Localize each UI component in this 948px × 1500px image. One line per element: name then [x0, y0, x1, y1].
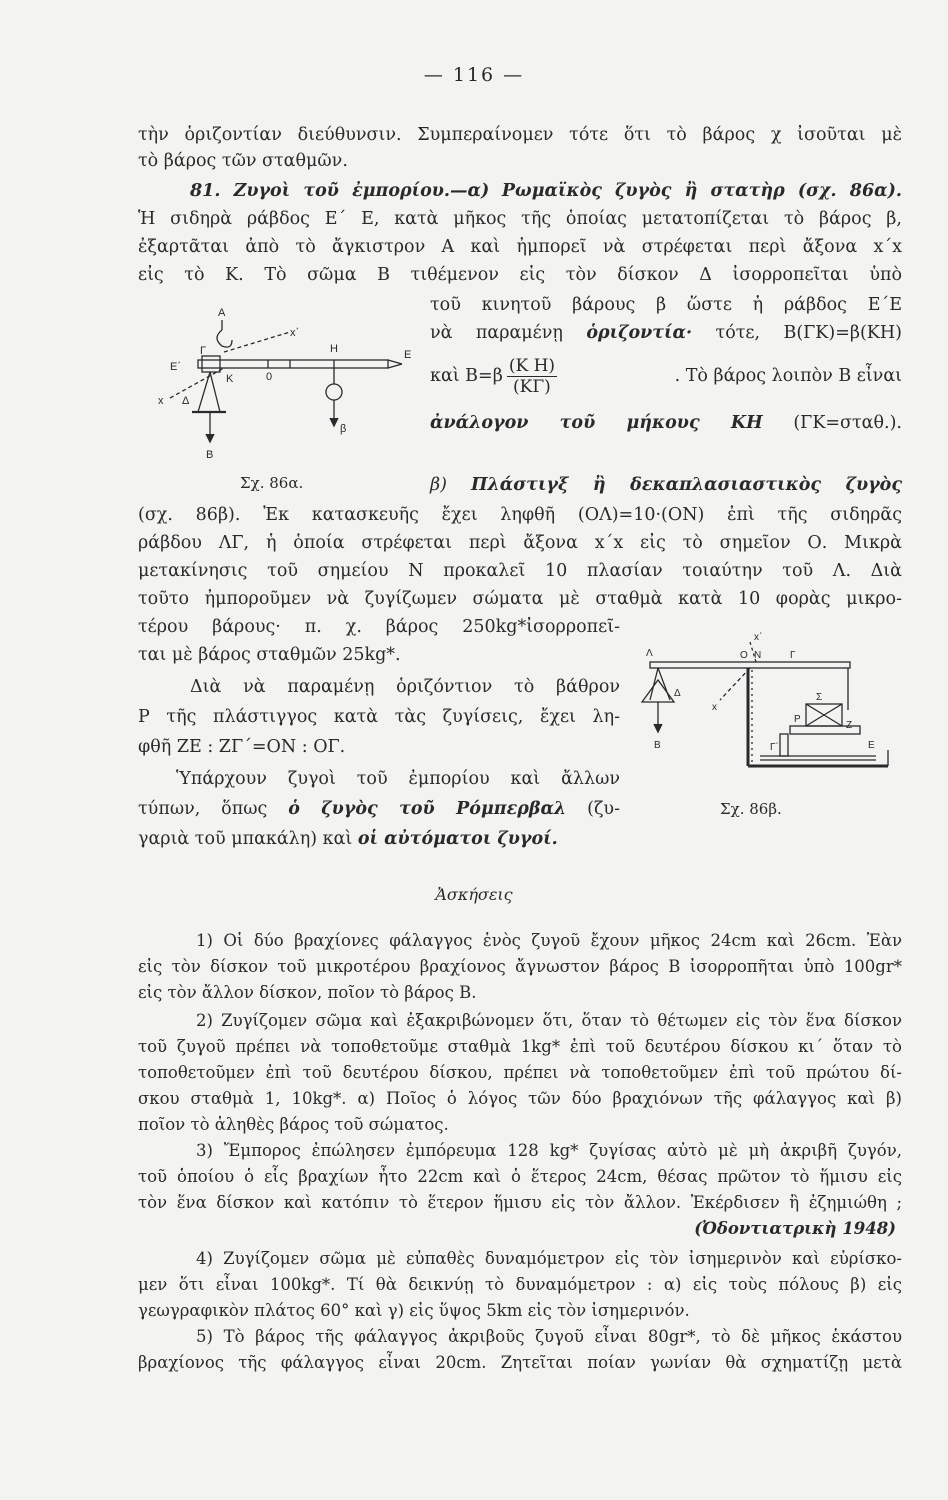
figure-86b-platform-scale	[630, 630, 900, 780]
exercise-4-line-2: μεν ὅτι εἶναι 100kg*. Τί θὰ δεικνύῃ τὸ δυναμόμετρον : α) εἰς τοὺς πόλους β) εἰς	[138, 1275, 902, 1294]
exercise-1-line-1: 1) Οἱ δύο βραχίονες φάλαγγος ἑνὸς ζυγοῦ ἔχουν μῆκος 24cm καὶ 26cm. Ἐὰν	[196, 931, 902, 950]
exercises-title: Ἀσκήσεις	[435, 885, 513, 904]
text-line-1: τὴν ὁριζοντίαν διεύθυνσιν. Συμπεραίνομεν τότε ὅτι τὸ βάρος χ ἰσοῦται μὲ	[138, 125, 902, 145]
lever-beam	[650, 662, 850, 668]
beam-rod	[198, 360, 388, 368]
exercise-3-source: (Ὀδοντιατρικὴ 1948)	[694, 1219, 896, 1238]
emphasis-proportional: ἀνάλογον τοῦ μήκους ΚΗ	[430, 413, 763, 433]
subsection-title-a: Ρωμαϊκὸς ζυγὸς ἢ στατὴρ (σχ. 86α).	[501, 181, 902, 201]
exercise-3-line-1: 3) Ἔμπορος ἐπώλησεν ἐμπόρευμα 128 kg* ζυγίσας αὐτὸ μὲ μὴ ἀκριβῆ ζυγόν,	[196, 1141, 902, 1160]
fig-b-label-L: Λ	[646, 648, 653, 659]
fig-b-label-O: Ο	[740, 650, 748, 661]
text-line-11	[430, 474, 902, 496]
constant-note: (ΓΚ=σταθ.).	[793, 413, 902, 433]
exercise-3-line-2: τοῦ ὁποίου ὁ εἷς βραχίων ἦτο 22cm καὶ ὁ ἕτερος 24cm, θέσας πρῶτον τὸ ἥμισυ εἰς	[138, 1167, 902, 1186]
exercise-4-line-1: 4) Ζυγίζομεν σῶμα μὲ εὐπαθὲς δυναμόμετρον εἰς τὸν ἰσημερινὸν καὶ εὑρίσκο-	[196, 1249, 902, 1268]
fig-b-label-S: Σ	[816, 692, 823, 703]
page-number: — 116 —	[423, 64, 525, 86]
fig-b-label-P: Ρ	[794, 714, 801, 725]
fig-a-label-E1: Ε΄	[170, 361, 181, 373]
exercise-1-line-3: εἰς τὸν ἄλλον δίσκον, ποῖον τὸ βάρος Β.	[138, 983, 477, 1002]
text-line-4: Ἡ σιδηρὰ ράβδος Ε΄ Ε, κατὰ μῆκος τῆς ὁποίας μετατοπίζεται τὸ βάρος β,	[138, 209, 902, 229]
exercise-1-line-2: εἰς τὸν δίσκον τοῦ μικροτέρου βραχίονος ἄγνωστον βάρος Β ἰσορροπῆται ὑπὸ 100gr*	[138, 957, 902, 976]
text-line-8	[430, 322, 902, 344]
text-line-15: τοῦτο ἠμποροῦμεν νὰ ζυγίζωμεν σώματα μὲ σταθμὰ κατὰ 10 φορὰς μικρο-	[138, 589, 902, 609]
fig-a-label-x2: x	[158, 395, 164, 407]
text-line-22	[138, 798, 620, 820]
text-span: νὰ παραμένῃ	[430, 323, 563, 343]
text-line-20: φθῆ ΖΕ : ΖΓ΄=ΟΝ : ΟΓ.	[138, 737, 346, 757]
hook-shape	[217, 330, 232, 347]
fig-a-label-O: 0	[266, 371, 273, 383]
fig-b-label-G1: Γ΄	[770, 742, 779, 753]
formula-lhs: καὶ Β=β	[430, 366, 503, 386]
section-title: 81. Ζυγοὶ τοῦ ἐμπορίου.—α)	[190, 181, 490, 201]
figure-86a-caption: Σχ. 86α.	[240, 474, 304, 492]
text-line-23	[138, 828, 558, 850]
formula-fraction	[507, 356, 557, 397]
fig-b-label-Z: Ζ	[846, 720, 853, 731]
fig-a-label-B: Β	[206, 449, 214, 461]
text-line-10	[430, 412, 902, 434]
fig-a-label-D: Δ	[182, 395, 190, 407]
fig-b-label-x2: x	[712, 702, 717, 713]
exercise-2-line-4: σκου σταθμὰ 1, 10kg*. α) Ποῖος ὁ λόγος τῶν δύο βραχιόνων τῆς φάλαγγος καὶ β)	[138, 1089, 902, 1108]
text-line-6: εἰς τὸ Κ. Τὸ σῶμα Β τιθέμενον εἰς τὸν δίσκον Δ ἰσορροπεῖται ὑπὸ	[138, 265, 902, 285]
section-heading-81	[190, 180, 902, 202]
equation-balance: τότε, Β(ΓΚ)=β(ΚΗ)	[715, 323, 902, 343]
text-line-21: Ὑπάρχουν ζυγοὶ τοῦ ἐμπορίου καὶ ἄλλων	[176, 769, 620, 789]
text-line-7: τοῦ κινητοῦ βάρους β ὥστε ἡ ράβδος Ε΄Ε	[430, 295, 902, 315]
exercise-2-line-3: τοποθετοῦμεν ἐπὶ τοῦ δευτέρου δίσκου, πρέπει νὰ τοποθετοῦμεν ἐπὶ τοῦ πρώτου δί-	[138, 1063, 902, 1082]
exercise-3-line-3: τὸν ἕνα δίσκον καὶ κατόπιν τὸ ἕτερον ἥμισυ εἰς τὸν ἄλλον. Ἐκέρδισεν ἢ ἐζημιώθη ;	[138, 1193, 902, 1212]
exercise-2-line-5: ποῖον τὸ ἀληθὲς βάρος τοῦ σώματος.	[138, 1115, 449, 1134]
text-line-18: Διὰ νὰ παραμένῃ ὁριζόντιον τὸ βάθρον	[190, 677, 620, 697]
fig-b-label-E: Ε	[868, 740, 875, 751]
emphasis-roberval: ὁ ζυγὸς τοῦ Ρόμπερβαλ	[288, 799, 567, 819]
text-line-16: τέρου βάρους· π. χ. βάρος 250kg*ἰσορροπεῖ-	[138, 617, 620, 637]
fraction-denominator: (ΚΓ)	[513, 376, 551, 397]
text-line-13: ράβδου ΛΓ, ἡ ὁποία στρέφεται περὶ ἄξονα x΄x εἰς τὸ σημεῖον Ο. Μικρὰ	[138, 533, 902, 553]
text-line-2: τὸ βάρος τῶν σταθμῶν.	[138, 151, 348, 171]
text-line-5: ἐξαρτᾶται ἀπὸ τὸ ἄγκιστρον Α καὶ ἠμπορεῖ νὰ στρέφεται περὶ ἄξονα x΄x	[138, 237, 902, 257]
exercise-4-line-3: γεωγραφικὸν πλάτος 60° καὶ γ) εἰς ὕψος 5km εἰς τὸν ἰσημερινόν.	[138, 1301, 690, 1320]
exercise-5-line-1: 5) Τὸ βάρος τῆς φάλαγγος ἀκριβοῦς ζυγοῦ εἶναι 80gr*, τὸ δὲ μῆκος ἑκάστου	[196, 1327, 902, 1346]
fig-a-label-K: Κ	[226, 373, 234, 385]
text-line-17: ται μὲ βάρος σταθμῶν 25kg*.	[138, 645, 401, 665]
fig-b-label-x1: x΄	[754, 632, 763, 643]
fig-a-label-G: Γ	[200, 345, 207, 357]
fig-b-label-B: Β	[654, 740, 661, 751]
fig-b-label-D: Δ	[674, 688, 681, 699]
formula-line	[430, 352, 902, 400]
figure-86b-caption: Σχ. 86β.	[720, 800, 782, 818]
emphasis-horizontal: ὁριζοντία·	[586, 323, 693, 343]
figure-86a-steelyard	[140, 300, 420, 470]
fig-a-label-A: Α	[218, 307, 226, 319]
text-line-12: (σχ. 86β). Ἐκ κατασκευῆς ἔχει ληφθῆ (ΟΛ)=10·(ΟΝ) ἐπὶ τῆς σιδηρᾶς	[138, 505, 902, 525]
fraction-numerator: (Κ Η)	[508, 355, 556, 376]
text-line-14: μετακίνησις τοῦ σημείου Ν προκαλεῖ 10 πλασίαν τοιαύτην τοῦ Λ. Διὰ	[138, 561, 902, 581]
fig-b-label-G: Γ	[790, 650, 796, 661]
text-span: (ζυ-	[587, 799, 620, 819]
fig-a-label-E: Ε	[404, 349, 412, 361]
exercise-2-line-1: 2) Ζυγίζομεν σῶμα καὶ ἐξακριβώνομεν ὅτι, ὅταν τὸ θέτωμεν εἰς τὸν ἕνα δίσκον	[196, 1011, 902, 1030]
emphasis-automatic: οἱ αὐτόματοι ζυγοί.	[357, 829, 558, 849]
formula-rest: . Τὸ βάρος λοιπὸν Β εἶναι	[674, 366, 902, 386]
exercise-5-line-2: βραχίονος τῆς φάλαγγος εἶναι 20cm. Ζητεῖται ποίαν γωνίαν θὰ σχηματίζῃ μετὰ	[138, 1353, 902, 1372]
text-span: τύπων, ὅπως	[138, 799, 268, 819]
fig-a-label-H: Η	[330, 343, 338, 355]
exercise-2-line-2: τοῦ ζυγοῦ πρέπει νὰ τοποθετοῦμε σταθμὰ 1kg* ἐπὶ τοῦ δευτέρου δίσκου κι΄ ὅταν τὸ	[138, 1037, 902, 1056]
text-line-19: Ρ τῆς πλάστιγγος κατὰ τὰς ζυγίσεις, ἔχει λη-	[138, 707, 620, 727]
fig-a-label-b: β	[340, 423, 347, 435]
item-b: β)	[430, 475, 447, 495]
text-span: γαριὰ τοῦ μπακάλη) καὶ	[138, 829, 353, 849]
subsection-title-b: Πλάστιγξ ἢ δεκαπλασιαστικὸς ζυγὸς	[471, 475, 902, 495]
fig-a-label-x1: x΄	[290, 327, 300, 339]
fig-b-label-N: Ν	[754, 650, 762, 661]
